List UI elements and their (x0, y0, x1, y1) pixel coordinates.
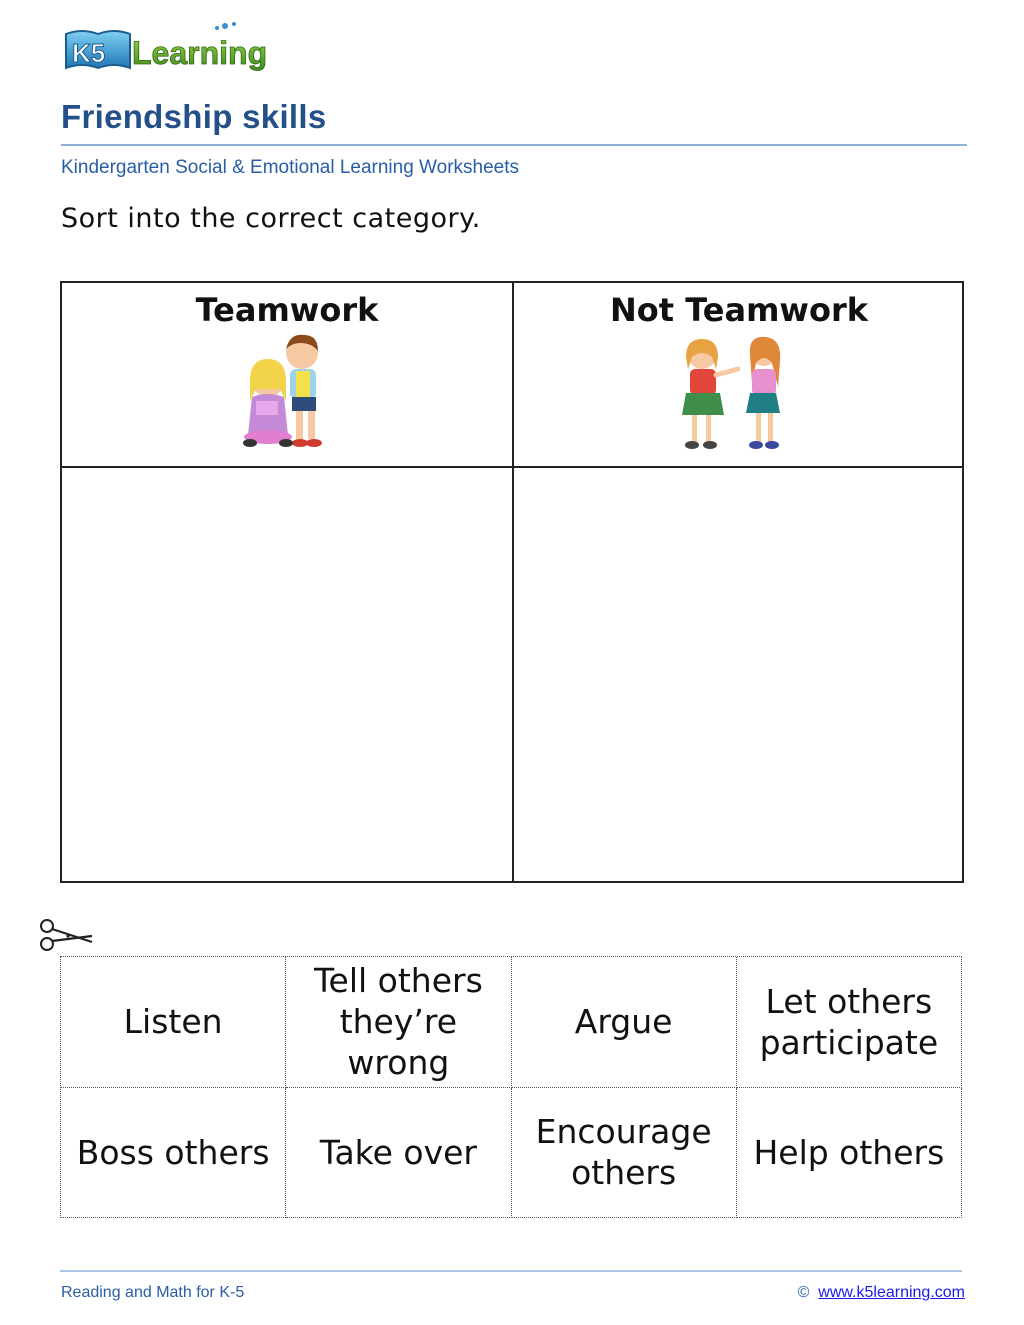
scissors-icon (38, 918, 94, 952)
card-boss-others[interactable]: Boss others (61, 1088, 286, 1219)
card-tell-others-theyre-wrong[interactable]: Tell others they’re wrong (286, 957, 511, 1088)
page-title: Friendship skills (61, 98, 327, 135)
column-heading-not-teamwork: Not Teamwork (609, 291, 869, 329)
card-take-over[interactable]: Take over (286, 1088, 511, 1219)
title-divider (61, 144, 967, 146)
card-encourage-others[interactable]: Encourage others (512, 1088, 737, 1219)
page-subtitle: Kindergarten Social & Emotional Learning Worksheets (61, 157, 520, 178)
drop-area-teamwork[interactable] (62, 468, 510, 881)
column-heading-teamwork: Teamwork (195, 291, 379, 329)
children-arguing-icon (672, 335, 792, 455)
card-help-others[interactable]: Help others (737, 1088, 962, 1219)
footer-copyright (798, 1284, 965, 1302)
footer-tagline: Reading and Math for K-5 (61, 1284, 245, 1301)
card-listen[interactable]: Listen (61, 957, 286, 1088)
copyright-symbol: © (797, 1284, 810, 1301)
card-argue[interactable]: Argue (512, 957, 737, 1088)
drop-area-not-teamwork[interactable] (514, 468, 962, 881)
svg-text:Learning: Learning (132, 35, 268, 71)
card-let-others-participate[interactable]: Let others participate (737, 957, 962, 1088)
svg-text:K5: K5 (72, 38, 106, 68)
instruction-text: Sort into the correct category. (61, 203, 481, 234)
sort-table (60, 281, 964, 883)
cut-out-cards (60, 956, 962, 1218)
k5-learning-logo (62, 18, 282, 78)
website-link[interactable]: www.k5learning.com (818, 1284, 965, 1301)
footer-divider (60, 1270, 962, 1272)
children-helping-icon (240, 331, 338, 453)
